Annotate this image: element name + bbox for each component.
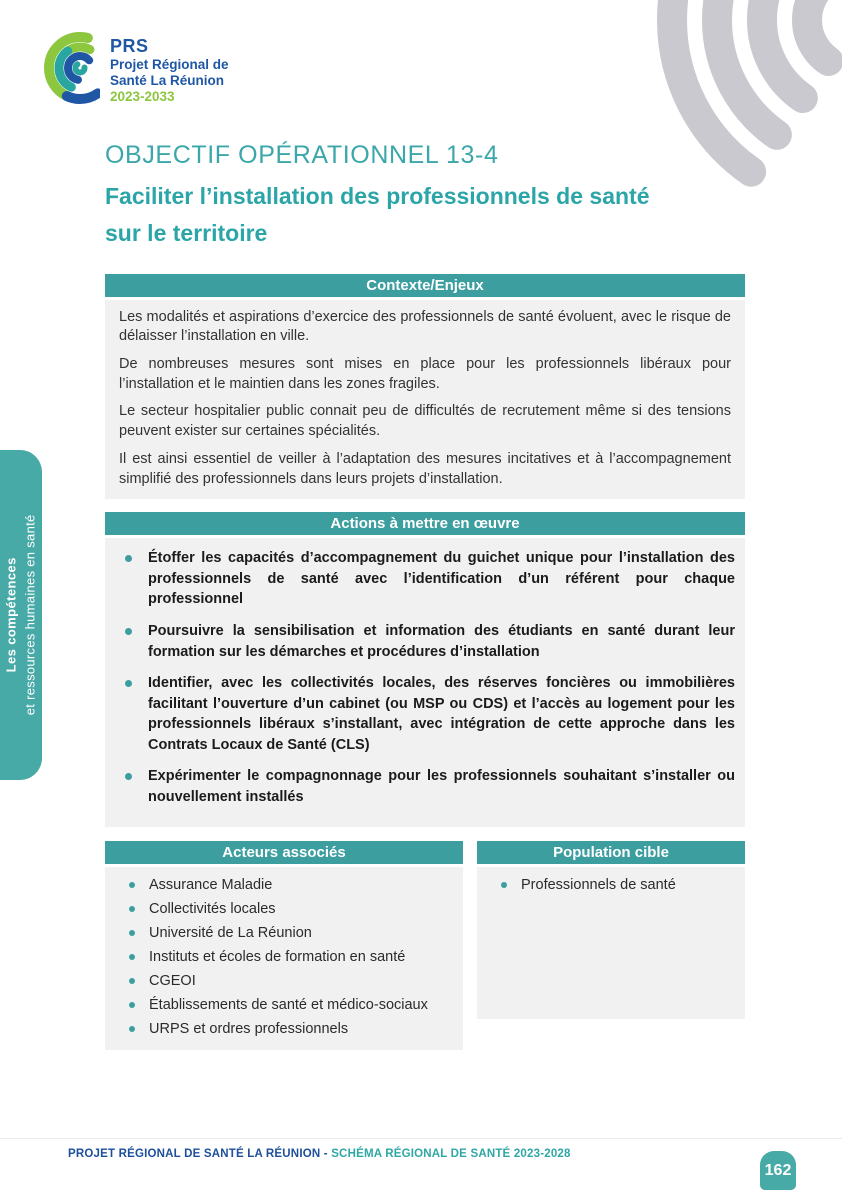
bullet-icon — [125, 555, 132, 562]
context-paragraph: Il est ainsi essentiel de veiller à l’adaptation des mesures incitatives et à l’accompagnement simplifié des professionnels dans leurs projets d’installation. — [119, 450, 731, 487]
actor-item — [125, 900, 453, 919]
page-title-line1: Faciliter l’installation des professionnels de santé — [105, 183, 650, 209]
action-item-text: Poursuivre la sensibilisation et information des étudiants en santé durant leur formation sur les démarches et procédures d’installation — [148, 622, 735, 660]
actor-item — [125, 924, 453, 943]
bullet-icon — [125, 628, 132, 635]
actor-item-text: CGEOI — [149, 973, 196, 990]
action-item-text: Étoffer les capacités d’accompagnement du guichet unique pour l’installation des professionnels de santé avec l’identification d’un référent pour chaque professionnel — [148, 550, 735, 608]
section-actions — [105, 512, 745, 826]
actor-item-text: Instituts et écoles de formation en santé — [149, 948, 406, 965]
actor-item-text: Collectivités locales — [149, 900, 276, 917]
bullet-icon — [129, 1002, 135, 1008]
section-contexte — [105, 274, 745, 500]
bullet-icon — [501, 882, 507, 888]
actor-item-text: URPS et ordres professionnels — [149, 1021, 349, 1038]
section-actions-header: Actions à mettre en œuvre — [105, 512, 745, 535]
bullet-icon — [129, 930, 135, 936]
actor-item — [125, 948, 453, 967]
bullet-icon — [129, 1026, 135, 1032]
chapter-side-tab — [0, 450, 42, 780]
action-item — [121, 766, 735, 807]
footer-divider — [0, 1138, 842, 1139]
chapter-label — [2, 515, 40, 716]
bullet-icon — [125, 680, 132, 687]
action-item — [121, 621, 735, 662]
logo-text — [110, 26, 229, 105]
actor-item — [125, 996, 453, 1015]
section-acteurs-header: Acteurs associés — [105, 841, 463, 864]
page-number-badge: 162 — [760, 1151, 796, 1190]
objective-label: OBJECTIF OPÉRATIONNEL 13-4 — [105, 141, 499, 169]
chapter-label-line1: Les compétences — [3, 557, 19, 673]
section-population — [477, 841, 745, 1051]
bullet-icon — [129, 906, 135, 912]
section-actions-body — [105, 538, 745, 826]
footer-doc-subtitle: SCHÉMA RÉGIONAL DE SANTÉ 2023-2028 — [331, 1148, 571, 1160]
context-paragraph: Les modalités et aspirations d’exercice des professionnels de santé évoluent, avec le risque de délaisser l’installation en ville. — [119, 308, 731, 345]
actor-item-text: Assurance Maladie — [149, 876, 273, 893]
section-acteurs — [105, 841, 463, 1051]
logo-title-line1: Projet Régional de — [110, 57, 229, 73]
section-acteurs-body — [105, 867, 463, 1051]
logo-title-line2: Santé La Réunion — [110, 73, 225, 89]
actor-item-text: Université de La Réunion — [149, 924, 312, 941]
main-content — [105, 141, 745, 1050]
actor-item — [125, 972, 453, 991]
action-item — [121, 548, 735, 610]
section-contexte-body — [105, 300, 745, 500]
bullet-icon — [129, 954, 135, 960]
prs-logo — [30, 26, 229, 110]
population-item — [497, 876, 735, 895]
actor-item — [125, 876, 453, 895]
page-title — [105, 178, 745, 253]
bottom-columns — [105, 841, 745, 1051]
logo-acronym: PRS — [110, 36, 149, 56]
action-item-text: Expérimenter le compagnonnage pour les professionnels souhaitant s’installer ou nouvellement installés — [148, 768, 735, 806]
section-population-header: Population cible — [477, 841, 745, 864]
section-contexte-header: Contexte/Enjeux — [105, 274, 745, 297]
footer — [68, 1148, 571, 1160]
context-paragraph: De nombreuses mesures sont mises en place pour les professionnels libéraux pour l’installation et le maintien dans les zones fragiles. — [119, 355, 731, 392]
section-population-body — [477, 867, 745, 1019]
logo-arcs-icon — [30, 26, 100, 110]
action-item — [121, 673, 735, 755]
action-item-text: Identifier, avec les collectivités locales, des réserves foncières ou immobilières facilitant l’ouverture d’un cabinet (ou MSP ou CDS) et l’accès au logement pour les professionnels libéraux s’installant, avec intégration de cette approche dans les Contrats Locaux de Santé (CLS) — [148, 675, 735, 753]
page-title-line2: sur le territoire — [105, 220, 268, 247]
logo-years: 2023-2033 — [110, 89, 175, 105]
bullet-icon — [129, 882, 135, 888]
actor-item — [125, 1020, 453, 1039]
footer-doc-title: PROJET RÉGIONAL DE SANTÉ LA RÉUNION - — [68, 1148, 332, 1160]
bullet-icon — [129, 978, 135, 984]
actor-item-text: Établissements de santé et médico-sociaux — [149, 997, 428, 1014]
chapter-label-line2: et ressources humaines en santé — [22, 514, 38, 716]
context-paragraph: Le secteur hospitalier public connait peu de difficultés de recrutement même si des tensions peuvent exister sur certaines spécialités. — [119, 403, 731, 440]
population-item-text: Professionnels de santé — [521, 876, 676, 893]
bullet-icon — [125, 773, 132, 780]
